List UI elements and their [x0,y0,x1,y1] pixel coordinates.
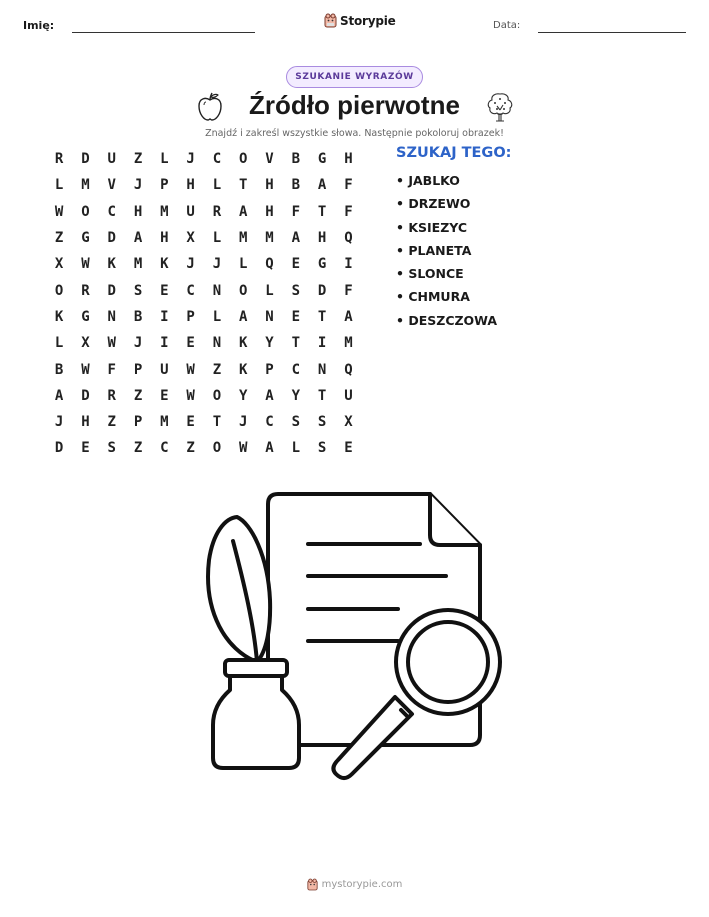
grid-cell: C [160,440,169,457]
grid-cell: L [212,308,222,325]
grid-cell: A [54,387,64,404]
word-list-title: SZUKAJ TEGO: [396,145,512,161]
grid-cell: A [133,230,143,247]
grid-cell: F [291,203,301,220]
grid-cell: O [54,282,64,299]
grid-cell: O [239,151,248,168]
grid-cell: U [344,387,353,404]
word-item: • DESZCZOWA [396,312,498,328]
grid-row [46,356,366,382]
grid-cell: I [160,335,169,352]
grid-cell: E [186,335,195,352]
grid-cell: G [317,256,327,273]
grid-cell: U [160,361,169,378]
grid-cell: B [54,361,64,378]
grid-cell: K [54,308,64,325]
grid-cell: T [317,308,327,325]
grid-cell: L [239,256,248,273]
grid-cell: M [344,335,353,352]
grid-cell: J [186,256,195,273]
grid-cell: S [107,440,116,457]
grid-cell: O [239,282,248,299]
grid-cell: H [81,414,90,431]
grid-cell: N [317,361,327,378]
grid-cell: H [265,203,274,220]
grid-cell: E [186,414,195,431]
storypie-logo-icon [324,13,337,28]
footer-url: mystorypie.com [321,879,403,890]
date-label: Data: [493,20,521,31]
grid-cell: A [265,440,274,457]
grid-row [46,172,366,198]
grid-cell: A [239,308,248,325]
grid-cell: N [265,308,274,325]
grid-cell: C [186,282,195,299]
grid-cell: K [107,256,116,273]
grid-row [46,383,366,409]
grid-cell: S [317,414,327,431]
grid-cell: Z [133,151,143,168]
grid-cell: D [81,151,90,168]
grid-cell: M [133,256,143,273]
grid-cell: J [133,177,143,194]
grid-cell: S [317,440,327,457]
grid-cell: A [265,387,274,404]
grid-cell: R [212,203,222,220]
grid-cell: W [81,361,90,378]
grid-cell: H [133,203,143,220]
grid-cell: P [133,414,143,431]
grid-cell: P [133,361,143,378]
grid-cell: W [239,440,248,457]
grid-cell: D [54,440,64,457]
grid-cell: E [160,387,169,404]
grid-cell: Z [107,414,116,431]
document-quill-magnifier-illustration [205,490,515,790]
grid-cell: J [239,414,248,431]
name-label: Imię: [23,19,55,32]
grid-cell: L [265,282,274,299]
grid-row [46,225,366,251]
grid-cell: O [212,387,222,404]
grid-cell: A [291,230,301,247]
grid-cell: S [291,414,301,431]
name-line [72,32,255,33]
grid-cell: G [317,151,327,168]
grid-cell: Q [344,230,353,247]
word-list [396,145,511,332]
grid-cell: M [160,414,169,431]
grid-cell: R [81,282,90,299]
grid-cell: Q [344,361,353,378]
grid-cell: T [212,414,222,431]
header [0,0,709,50]
grid-cell: H [186,177,195,194]
grid-cell: Z [212,361,222,378]
grid-cell: W [107,335,116,352]
grid-cell: E [291,256,301,273]
grid-cell: J [54,414,64,431]
grid-cell: R [107,387,116,404]
grid-cell: V [265,151,274,168]
grid-cell: P [186,308,195,325]
grid-cell: T [317,203,327,220]
grid-cell: C [212,151,222,168]
grid-cell: R [54,151,64,168]
grid-cell: X [81,335,90,352]
grid-cell: S [291,282,301,299]
grid-row [46,277,366,303]
grid-cell: B [291,151,301,168]
grid-row [46,251,366,277]
grid-cell: F [344,177,353,194]
grid-cell: K [239,361,248,378]
grid-cell: X [54,256,64,273]
letter-grid [46,146,366,462]
grid-cell: D [107,230,116,247]
category-badge: SZUKANIE WYRAZÓW [286,66,423,88]
grid-cell: K [160,256,169,273]
grid-cell: F [344,203,353,220]
grid-cell: I [317,335,327,352]
grid-row [46,435,366,461]
word-item: • CHMURA [396,289,470,305]
grid-cell: E [160,282,169,299]
grid-cell: I [344,256,353,273]
grid-cell: Z [54,230,64,247]
grid-cell: A [317,177,327,194]
grid-cell: W [81,256,90,273]
grid-cell: W [186,387,195,404]
grid-cell: T [239,177,248,194]
grid-row [46,146,366,172]
grid-cell: G [81,308,90,325]
grid-cell: O [81,203,90,220]
grid-cell: W [54,203,64,220]
grid-cell: L [160,151,169,168]
grid-cell: L [212,177,222,194]
page-title: Źródło pierwotne [249,90,460,120]
grid-cell: Y [265,335,274,352]
grid-cell: N [107,308,116,325]
grid-cell: E [291,308,301,325]
date-line [538,32,686,33]
grid-row [46,409,366,435]
word-item: • DRZEWO [396,196,471,212]
grid-cell: L [291,440,301,457]
word-item: • JABLKO [396,173,460,188]
grid-cell: X [186,230,195,247]
grid-cell: J [212,256,222,273]
grid-cell: U [186,203,195,220]
grid-cell: C [107,203,116,220]
word-item: • PLANETA [396,242,472,258]
instructions: Znajdź i zakreśl wszystkie słowa. Następnie pokoloruj obrazek! [205,128,504,139]
grid-cell: E [81,440,90,457]
grid-cell: G [81,230,90,247]
grid-cell: P [160,177,169,194]
grid-cell: O [212,440,222,457]
grid-cell: C [265,414,274,431]
grid-cell: W [186,361,195,378]
grid-cell: C [291,361,301,378]
grid-row [46,304,366,330]
grid-cell: D [317,282,327,299]
brand-name: Storypie [340,13,396,28]
tree-icon [485,91,515,123]
grid-cell: M [265,230,274,247]
grid-cell: J [186,151,195,168]
grid-cell: H [317,230,327,247]
grid-cell: P [265,361,274,378]
grid-cell: Z [133,440,143,457]
grid-cell: I [160,308,169,325]
grid-cell: N [212,282,222,299]
grid-cell: E [344,440,353,457]
word-item: • SLONCE [396,266,464,282]
grid-cell: D [107,282,116,299]
grid-cell: Y [239,387,248,404]
grid-cell: D [81,387,90,404]
footer [0,878,709,891]
grid-cell: H [265,177,274,194]
grid-cell: L [54,177,64,194]
brand [324,13,396,28]
grid-cell: X [344,414,353,431]
storypie-logo-icon [307,878,318,891]
grid-cell: T [291,335,301,352]
grid-cell: J [133,335,143,352]
grid-row [46,199,366,225]
grid-cell: H [160,230,169,247]
grid-cell: M [160,203,169,220]
grid-cell: Z [186,440,195,457]
grid-cell: B [133,308,143,325]
grid-cell: N [212,335,222,352]
grid-cell: H [344,151,353,168]
grid-cell: F [344,282,353,299]
grid-cell: A [239,203,248,220]
grid-cell: L [54,335,64,352]
grid-cell: Y [291,387,301,404]
grid-cell: F [107,361,116,378]
grid-cell: M [239,230,248,247]
grid-cell: Q [265,256,274,273]
grid-cell: Z [133,387,143,404]
grid-cell: U [107,151,116,168]
title-row [0,90,709,126]
grid-cell: M [81,177,90,194]
grid-cell: S [133,282,143,299]
grid-cell: A [344,308,353,325]
grid-cell: K [239,335,248,352]
grid-cell: T [317,387,327,404]
grid-cell: V [107,177,116,194]
grid-cell: B [291,177,301,194]
grid-cell: L [212,230,222,247]
grid-row [46,330,366,356]
word-item: • KSIEZYC [396,219,468,235]
